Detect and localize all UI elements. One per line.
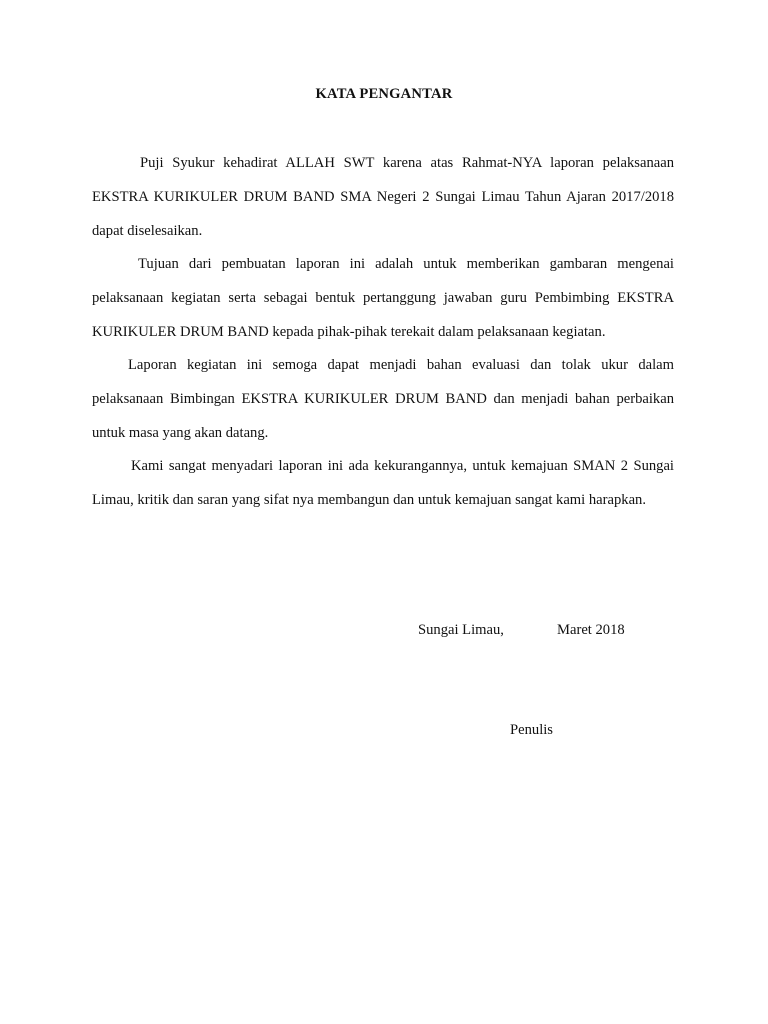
document-title: KATA PENGANTAR	[315, 86, 453, 102]
signature-date: Maret 2018	[557, 622, 625, 638]
paragraph-3: Laporan kegiatan ini semoga dapat menjadi bahan evaluasi dan tolak ukur dalam pelaksanaan Bimbingan EKSTRA KURIKULER DRUM BAND dan menjadi bahan perbaikan untuk masa yang akan datang.	[92, 357, 674, 441]
paragraph-1: Puji Syukur kehadirat ALLAH SWT karena atas Rahmat-NYA laporan pelaksanaan EKSTRA KURIKULER DRUM BAND SMA Negeri 2 Sungai Limau Tahun Ajaran 2017/2018 dapat diselesaikan.	[92, 155, 674, 239]
paragraph-2: Tujuan dari pembuatan laporan ini adalah untuk memberikan gambaran mengenai pelaksanaan kegiatan serta sebagai bentuk pertanggung jawaban guru Pembimbing EKSTRA KURIKULER DRUM BAND kepada pihak-pihak terekait dalam pelaksanaan kegiatan.	[92, 256, 674, 340]
signature-author: Penulis	[510, 722, 553, 738]
signature-place: Sungai Limau,	[418, 622, 504, 638]
paragraph-4: Kami sangat menyadari laporan ini ada kekurangannya, untuk kemajuan SMAN 2 Sungai Limau, kritik dan saran yang sifat nya membangun dan untuk kemajuan sangat kami harapkan.	[92, 458, 674, 508]
